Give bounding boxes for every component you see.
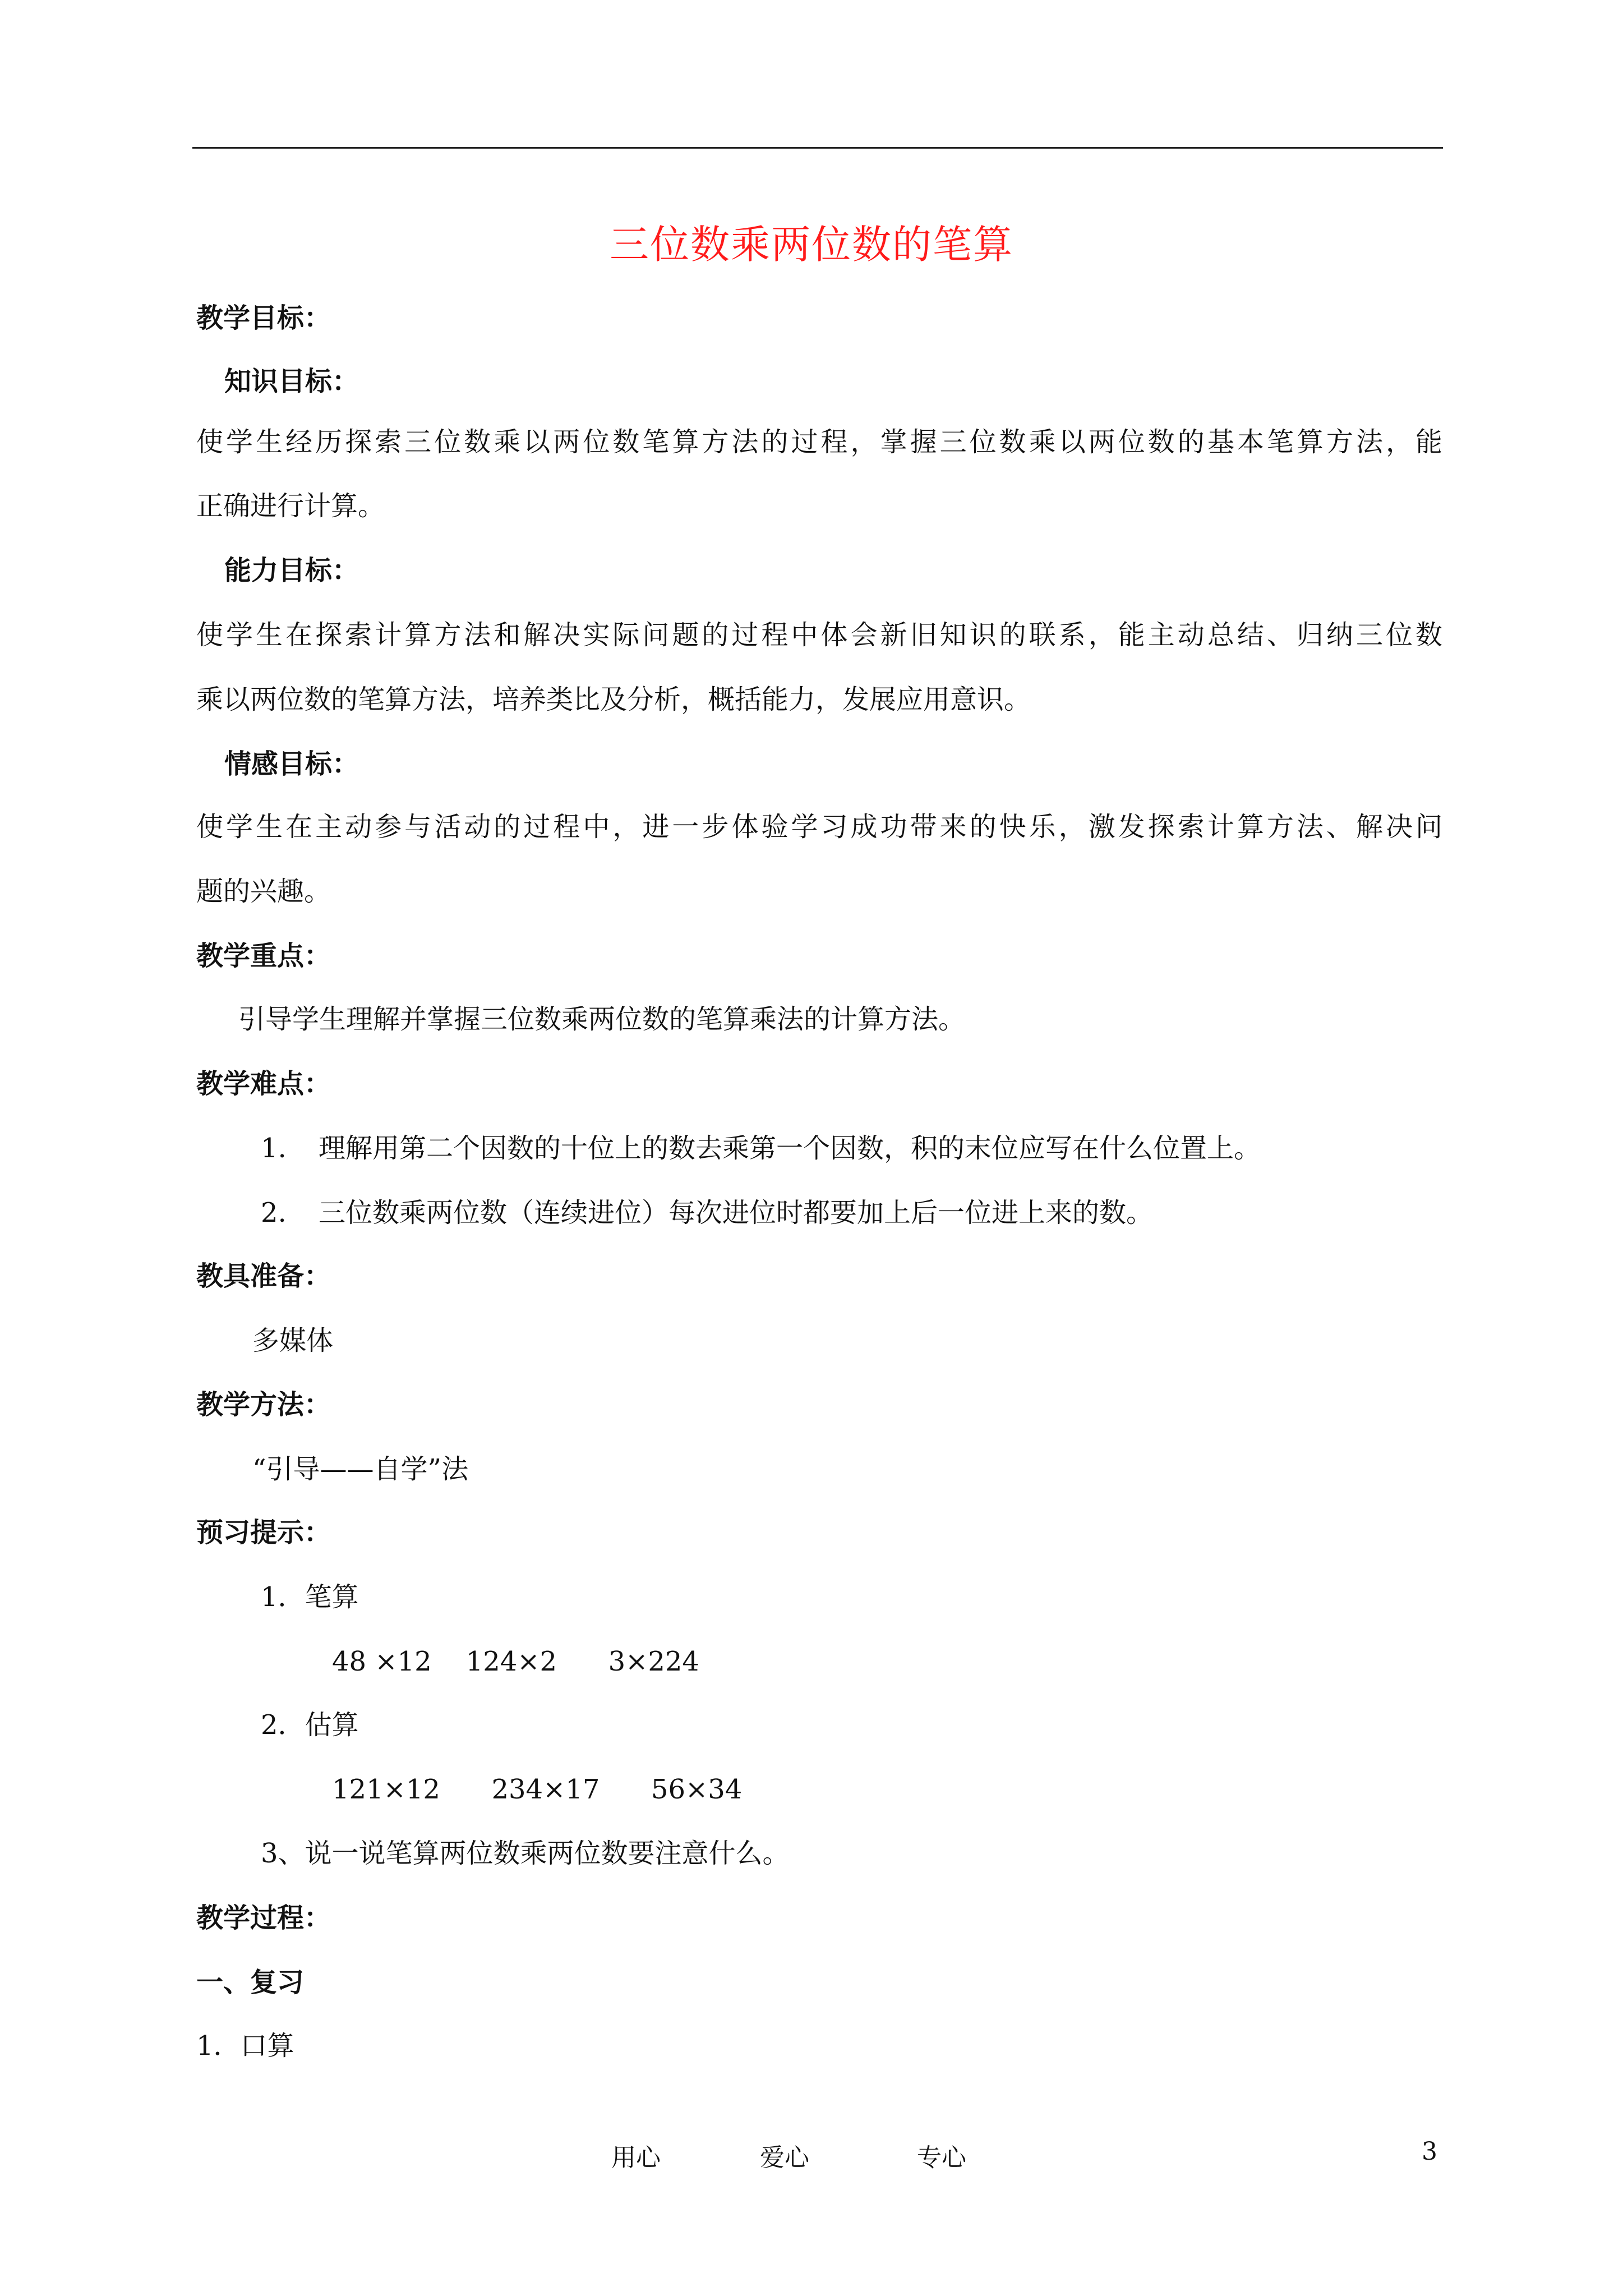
knowledge-text-line-1: 使学生经历探索三位数乘以两位数笔算方法的过程，掌握三位数乘以两位数的基本笔算方法，能 xyxy=(196,426,1442,458)
emotion-text-line-2: 题的兴趣。 xyxy=(196,876,331,907)
ability-text-line-1: 使学生在探索计算方法和解决实际问题的过程中体会新旧知识的联系，能主动总结、归纳三位数 xyxy=(196,619,1442,651)
review-heading: 一、复习 xyxy=(196,1967,305,1998)
emotion-heading: 情感目标： xyxy=(224,748,359,780)
difficulty-1-text: 理解用第二个因数的十位上的数去乘第一个因数，积的末位应写在什么位置上。 xyxy=(319,1133,1261,1164)
knowledge-text-line-2: 正确进行计算。 xyxy=(196,490,385,522)
method-heading: 教学方法： xyxy=(196,1389,331,1420)
preview-item-1-exercises: 48 ×12 124×2 3×224 xyxy=(332,1646,699,1677)
preview-heading: 预习提示： xyxy=(196,1517,331,1548)
footer-right: 专心 xyxy=(917,2143,966,2172)
difficulty-1-number: 1. xyxy=(261,1133,287,1164)
difficulty-2-number: 2. xyxy=(261,1197,287,1228)
difficulty-2-text: 三位数乘两位数（连续进位）每次进位时都要加上后一位进上来的数。 xyxy=(319,1197,1154,1228)
tools-text: 多媒体 xyxy=(252,1325,334,1356)
method-text: “引导——自学”法 xyxy=(252,1453,469,1485)
goals-heading: 教学目标： xyxy=(196,302,331,334)
key-point-text: 引导学生理解并掌握三位数乘两位数的笔算乘法的计算方法。 xyxy=(238,1004,966,1035)
footer-middle: 爱心 xyxy=(760,2143,809,2172)
preview-item-1: 1．笔算 xyxy=(261,1581,359,1613)
page-number: 3 xyxy=(1422,2137,1437,2166)
header-rule xyxy=(192,147,1443,149)
tools-heading: 教具准备： xyxy=(196,1260,331,1292)
footer-left: 用心 xyxy=(611,2143,661,2172)
ability-heading: 能力目标： xyxy=(224,555,359,586)
preview-item-2-exercises: 121×12 234×17 56×34 xyxy=(332,1774,743,1805)
preview-item-2: 2．估算 xyxy=(261,1709,359,1741)
key-point-heading: 教学重点： xyxy=(196,940,331,972)
knowledge-heading: 知识目标： xyxy=(224,366,359,397)
review-item-1: 1．口算 xyxy=(196,2030,294,2062)
preview-item-3: 3、说一说笔算两位数乘两位数要注意什么。 xyxy=(261,1838,790,1869)
emotion-text-line-1: 使学生在主动参与活动的过程中，进一步体验学习成功带来的快乐，激发探索计算方法、解决问 xyxy=(196,811,1442,843)
process-heading: 教学过程： xyxy=(196,1902,331,1934)
ability-text-line-2: 乘以两位数的笔算方法，培养类比及分析，概括能力，发展应用意识。 xyxy=(196,684,1031,715)
difficulty-heading: 教学难点： xyxy=(196,1068,331,1099)
document-title: 三位数乘两位数的笔算 xyxy=(610,222,1013,268)
